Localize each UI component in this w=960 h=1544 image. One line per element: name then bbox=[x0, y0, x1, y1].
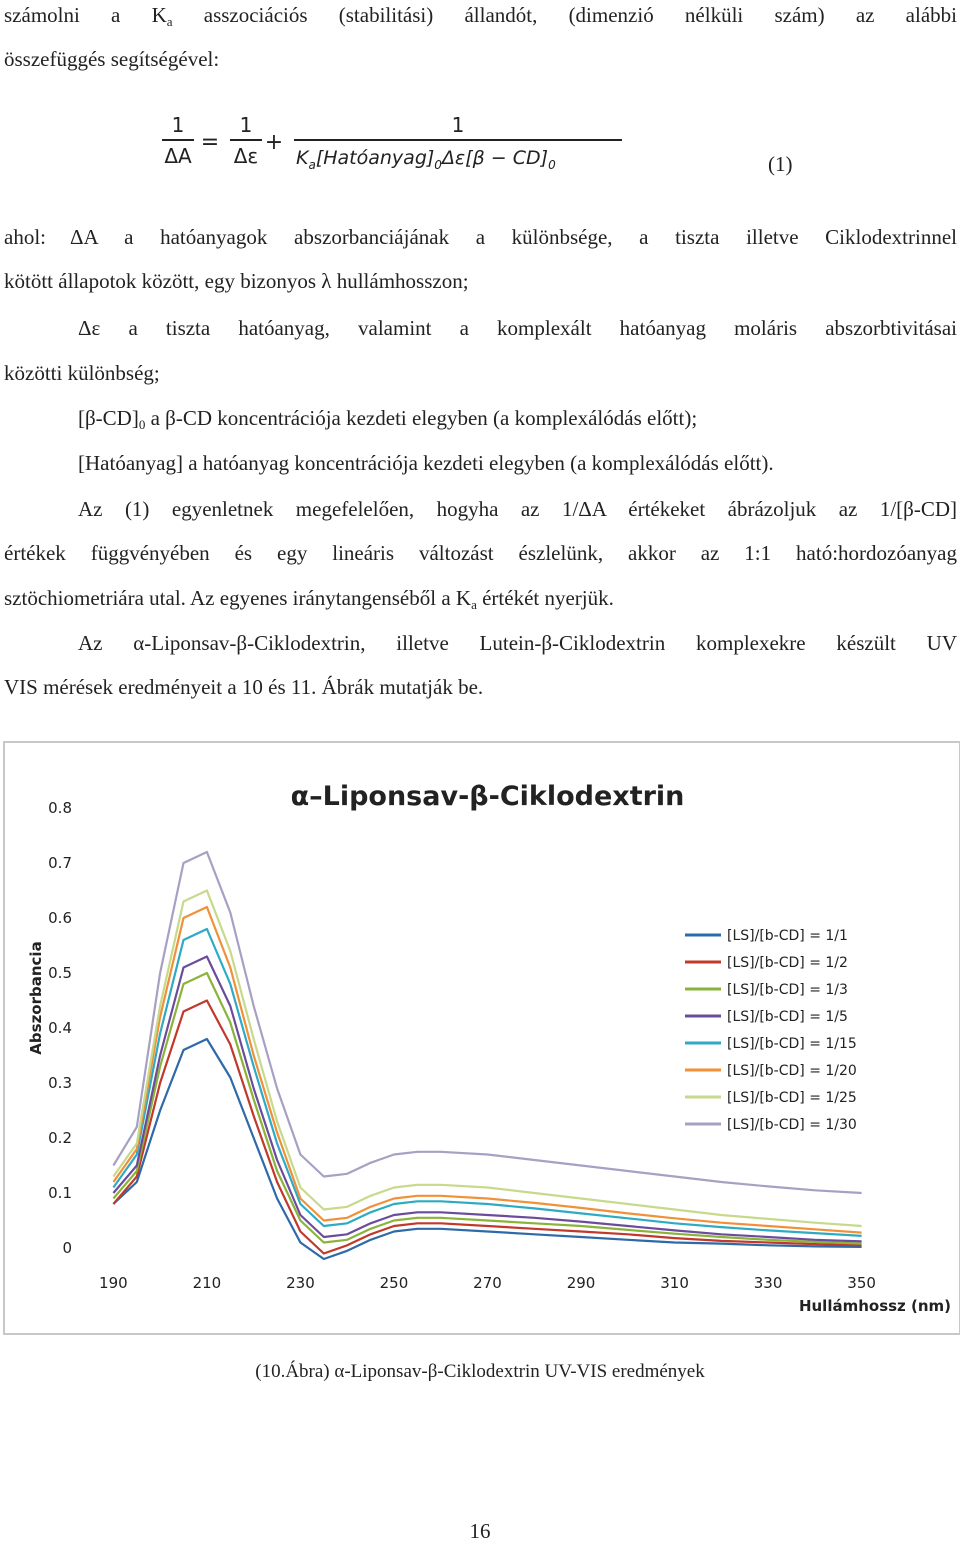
figure-caption: (10.Ábra) α-Liponsav-β-Ciklodextrin UV-VIS eredmények bbox=[255, 1361, 705, 1382]
y-tick-label: 0 bbox=[62, 1239, 72, 1257]
legend-label: [LS]/[b-CD] = 1/20 bbox=[727, 1063, 857, 1079]
text-line-10: értékek függvényében és egy lineáris változást észlelünk, akkor az 1:1 ható:hordozóanyag bbox=[4, 541, 957, 565]
text-line-1: számolni a $K_a$ asszociációs (stabilitási) állandót, (dimenzió nélküli szám) az alábbi bbox=[4, 3, 957, 29]
text-line-9: Az (1) egyenletnek megefelelően, hogyha az 1/ΔA értékeket ábrázoljuk az 1/[β-CD] bbox=[78, 497, 957, 521]
legend-label: [LS]/[b-CD] = 1/2 bbox=[727, 955, 848, 971]
series-line bbox=[113, 929, 861, 1236]
legend-label: [LS]/[b-CD] = 1/5 bbox=[727, 1009, 848, 1025]
x-tick-label: 190 bbox=[99, 1274, 128, 1292]
x-axis-label: Hullámhossz (nm) bbox=[798, 1297, 952, 1315]
y-tick-label: 0.6 bbox=[48, 909, 72, 927]
x-tick-label: 350 bbox=[847, 1274, 876, 1292]
y-tick-label: 0.7 bbox=[48, 854, 72, 872]
equation-number: (1) bbox=[768, 152, 793, 176]
formula-lhs-denominator: ΔA bbox=[164, 144, 192, 168]
y-tick-label: 0.3 bbox=[48, 1074, 72, 1092]
text-line-13: VIS mérések eredményeit a 10 és 11. Ábrák mutatják be. bbox=[4, 675, 484, 699]
equation-formula bbox=[160, 110, 630, 180]
text-line-8: [Hatóanyag] a hatóanyag koncentrációja kezdeti elegyben (a komplexálódás előtt). bbox=[78, 451, 774, 475]
text-line-12: Az α-Liponsav-β-Ciklodextrin, illetve Lutein-β-Ciklodextrin komplexekre készült UV bbox=[78, 631, 957, 655]
x-tick-label: 330 bbox=[753, 1274, 783, 1292]
x-tick-label: 230 bbox=[286, 1274, 315, 1292]
formula-plus: + bbox=[264, 130, 284, 155]
page-number: 16 bbox=[469, 1519, 491, 1543]
text-line-6: közötti különbség; bbox=[4, 361, 160, 385]
formula-lhs-numerator: 1 bbox=[171, 113, 185, 137]
chart-title: α–Liponsav-β-Ciklodextrin bbox=[290, 781, 685, 812]
x-tick-label: 210 bbox=[192, 1274, 222, 1292]
text-line-2: összefüggés segítségével: bbox=[4, 47, 220, 71]
formula-term2-denominator: $K_a[Hatóanyag]_0\Delta\varepsilon[\beta - CD]_0$ bbox=[296, 147, 556, 172]
text-line-11: sztöchiometriára utal. Az egyenes iránytangenséből a $K_a$ értékét nyerjük. bbox=[4, 586, 614, 612]
y-tick-label: 0.8 bbox=[48, 799, 72, 817]
text-line-4: kötött állapotok között, egy bizonyos λ hullámhosszon; bbox=[4, 269, 469, 293]
legend-label: [LS]/[b-CD] = 1/15 bbox=[727, 1036, 857, 1052]
y-tick-label: 0.4 bbox=[48, 1019, 72, 1037]
legend-label: [LS]/[b-CD] = 1/1 bbox=[727, 928, 848, 944]
legend-label: [LS]/[b-CD] = 1/30 bbox=[727, 1117, 857, 1133]
formula-term1-denominator: Δε bbox=[233, 144, 259, 168]
text-line-7: $[\beta-CD]_0$ a β-CD koncentrációja kezdeti elegyben (a komplexálódás előtt); bbox=[78, 406, 698, 432]
text-line-3: ahol: ΔA a hatóanyagok abszorbanciájának a különbsége, a tiszta illetve Ciklodextrinnel bbox=[4, 225, 957, 249]
y-tick-label: 0.2 bbox=[48, 1129, 72, 1147]
formula-term1-numerator: 1 bbox=[239, 113, 253, 137]
legend-label: [LS]/[b-CD] = 1/25 bbox=[727, 1090, 857, 1106]
formula-equals: = bbox=[200, 130, 220, 155]
x-tick-label: 310 bbox=[660, 1274, 689, 1292]
y-axis-label: Abszorbancia bbox=[27, 941, 45, 1055]
y-tick-label: 0.5 bbox=[48, 964, 72, 982]
y-tick-label: 0.1 bbox=[48, 1184, 72, 1202]
uv-vis-chart bbox=[5, 743, 959, 1333]
legend-label: [LS]/[b-CD] = 1/3 bbox=[727, 982, 848, 998]
text-line-5: Δε a tiszta hatóanyag, valamint a komplexált hatóanyag moláris abszorbtivitásai bbox=[78, 316, 957, 340]
x-tick-label: 270 bbox=[473, 1274, 502, 1292]
chart-figure bbox=[3, 741, 960, 1335]
x-tick-label: 290 bbox=[566, 1274, 596, 1292]
x-tick-label: 250 bbox=[379, 1274, 409, 1292]
formula-term2-numerator: 1 bbox=[451, 113, 465, 137]
